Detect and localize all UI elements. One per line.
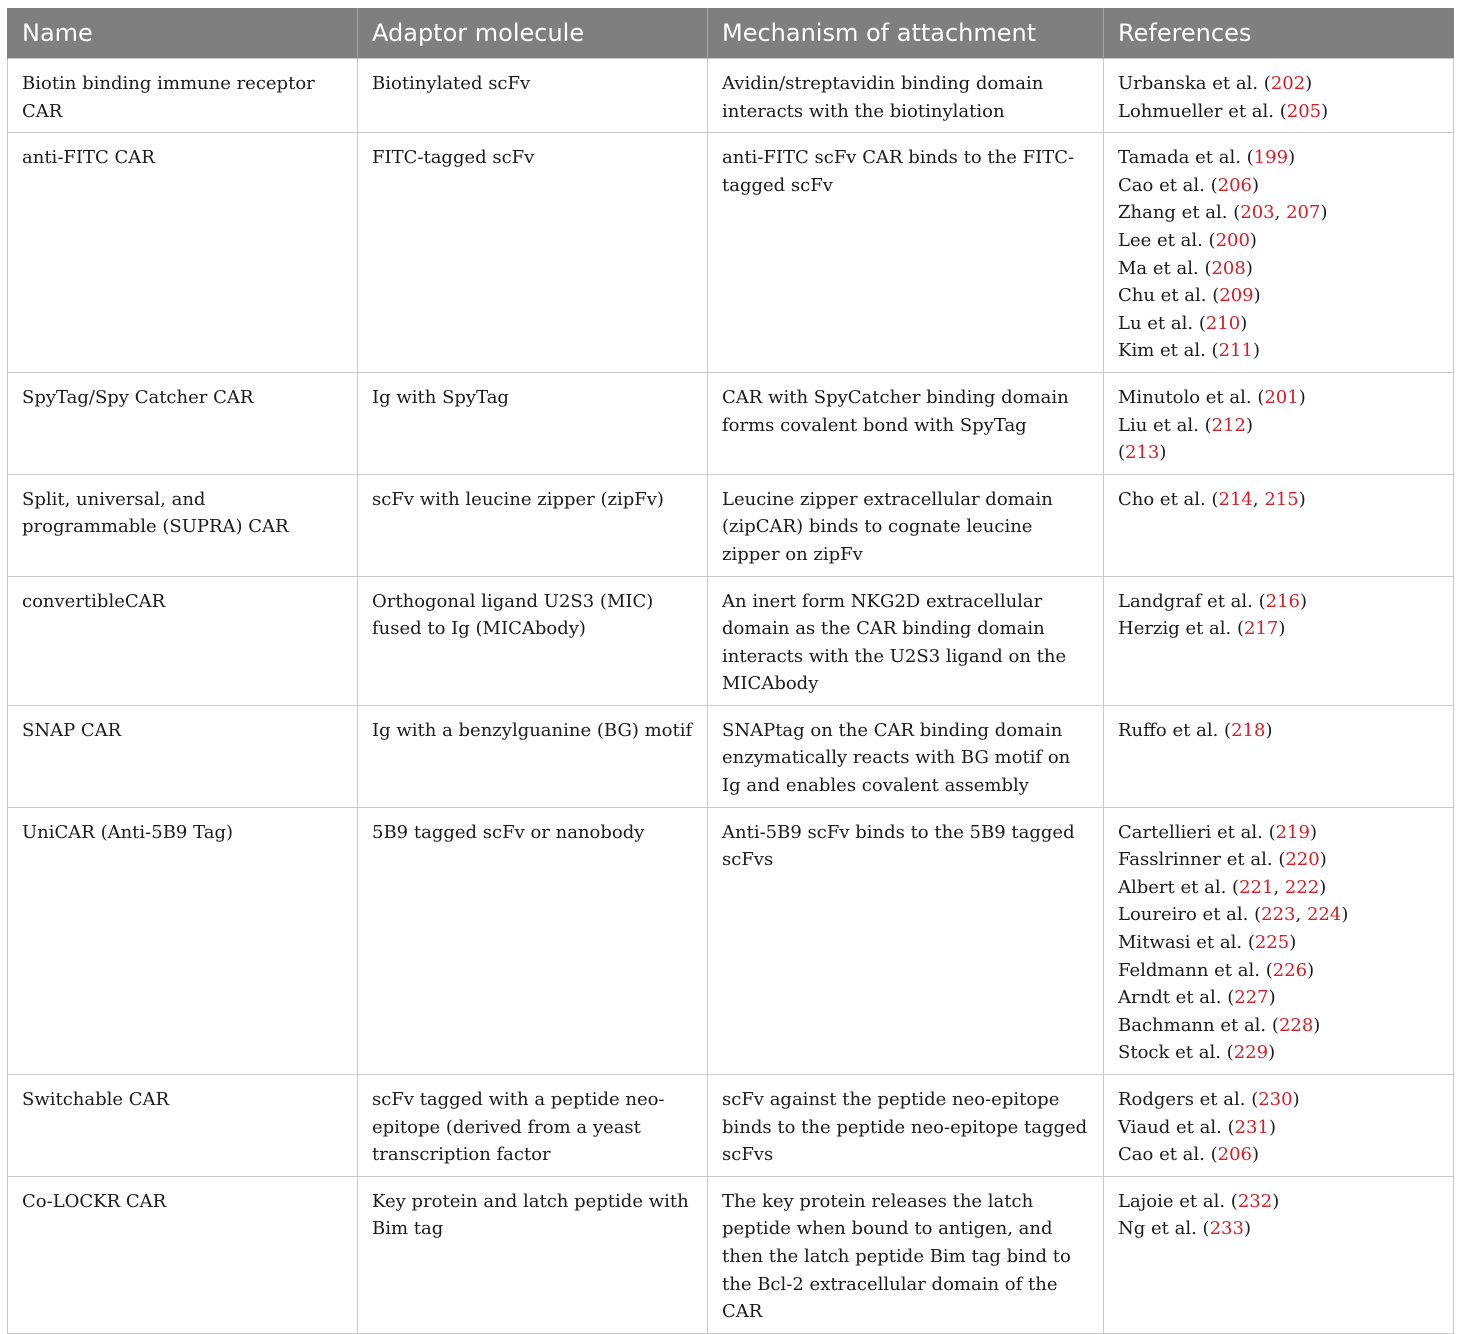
header-mechanism-of-attachment: Mechanism of attachment [708, 8, 1104, 59]
reference-author: Rodgers et al. [1118, 1089, 1246, 1110]
reference-author: Stock et al. [1118, 1042, 1221, 1064]
cell-references [1104, 372, 1454, 474]
cell-references [1104, 576, 1454, 705]
cell-references [1104, 474, 1454, 576]
cell-name: Switchable CAR [8, 1075, 358, 1177]
cell-references [1104, 1075, 1454, 1177]
reference-link[interactable]: 218 [1231, 719, 1266, 741]
table-row [8, 576, 1454, 705]
header-row [8, 8, 1454, 59]
reference-author: Zhang et al. [1118, 202, 1228, 224]
reference-entry: Loureiro et al. (223, 224) [1118, 904, 1349, 926]
reference-link[interactable]: 214 [1218, 488, 1253, 510]
reference-entry: Herzig et al. (217) [1118, 618, 1286, 640]
cell-mechanism: Anti-5B9 scFv binds to the 5B9 tagged scFvs [708, 807, 1104, 1074]
reference-link[interactable]: 202 [1270, 73, 1306, 94]
reference-entry: Kim et al. (211) [1118, 340, 1260, 362]
reference-entry: Arndt et al. (227) [1118, 987, 1276, 1009]
reference-author: Landgraf et al. [1118, 590, 1253, 612]
reference-author: Mitwasi et al. [1118, 932, 1243, 954]
cell-name: UniCAR (Anti-5B9 Tag) [8, 807, 358, 1074]
cell-references [1104, 1176, 1454, 1333]
reference-entry: Stock et al. (229) [1118, 1042, 1276, 1064]
reference-author: Cho et al. [1118, 488, 1206, 510]
reference-entry: Minutolo et al. (201) [1118, 386, 1306, 408]
table-row [8, 807, 1454, 1074]
reference-author: Cao et al. [1118, 1144, 1205, 1166]
reference-entry: Urbanska et al. (202) [1118, 73, 1313, 94]
cell-references [1104, 133, 1454, 373]
reference-link[interactable]: 225 [1254, 932, 1290, 954]
reference-author: Tamada et al. [1118, 147, 1241, 169]
reference-link[interactable]: 205 [1286, 100, 1322, 122]
reference-entry: Viaud et al. (231) [1118, 1116, 1276, 1138]
cell-mechanism: CAR with SpyCatcher binding domain forms covalent bond with SpyTag [708, 372, 1104, 474]
reference-entry: Ng et al. (233) [1118, 1218, 1251, 1240]
cell-name: SNAP CAR [8, 705, 358, 807]
reference-link[interactable]: 222 [1284, 876, 1320, 898]
cell-name: convertibleCAR [8, 576, 358, 705]
reference-link[interactable]: 229 [1233, 1042, 1269, 1064]
reference-link[interactable]: 200 [1215, 229, 1250, 251]
reference-author: Minutolo et al. [1118, 386, 1252, 408]
reference-entry: Tamada et al. (199) [1118, 147, 1296, 169]
reference-link[interactable]: 219 [1275, 821, 1310, 843]
reference-author: Urbanska et al. [1118, 73, 1259, 94]
reference-entry: Cao et al. (206) [1118, 1144, 1260, 1166]
reference-link[interactable]: 217 [1244, 618, 1279, 640]
cell-name: anti-FITC CAR [8, 133, 358, 373]
table-header [8, 8, 1454, 59]
reference-author: Cartellieri et al. [1118, 821, 1263, 843]
reference-link[interactable]: 224 [1306, 904, 1342, 926]
reference-entry: Lohmueller et al. (205) [1118, 100, 1329, 122]
reference-author: Lu et al. [1118, 312, 1194, 334]
reference-author: Bachmann et al. [1118, 1014, 1267, 1036]
reference-link[interactable]: 210 [1205, 312, 1241, 334]
reference-entry: Rodgers et al. (230) [1118, 1089, 1300, 1110]
reference-link[interactable]: 211 [1218, 340, 1253, 362]
reference-link[interactable]: 215 [1264, 488, 1299, 510]
reference-link[interactable]: 231 [1234, 1116, 1269, 1138]
reference-entry: Fasslrinner et al. (220) [1118, 849, 1327, 871]
reference-link[interactable]: 220 [1285, 849, 1320, 871]
reference-entry: Albert et al. (221, 222) [1118, 876, 1327, 898]
reference-author: Albert et al. [1118, 876, 1227, 898]
table-row [8, 1075, 1454, 1177]
reference-author: Herzig et al. [1118, 618, 1232, 640]
reference-author: Loureiro et al. [1118, 904, 1249, 926]
reference-link[interactable]: 223 [1261, 904, 1296, 926]
reference-author: Kim et al. [1118, 340, 1206, 362]
reference-entry: Lee et al. (200) [1118, 229, 1257, 251]
reference-author: Feldmann et al. [1118, 959, 1260, 981]
cell-adaptor-molecule: Key protein and latch peptide with Bim tag [358, 1176, 708, 1333]
reference-link[interactable]: 230 [1258, 1089, 1293, 1110]
table-row [8, 474, 1454, 576]
reference-link[interactable]: 201 [1264, 386, 1299, 408]
reference-link[interactable]: 212 [1211, 414, 1246, 436]
reference-link[interactable]: 199 [1253, 147, 1289, 169]
reference-entry: (213) [1118, 442, 1167, 464]
reference-entry: Cartellieri et al. (219) [1118, 821, 1317, 843]
reference-link[interactable]: 206 [1217, 1144, 1253, 1166]
table-row [8, 705, 1454, 807]
table-row [8, 59, 1454, 133]
reference-author: Liu et al. [1118, 414, 1199, 436]
reference-link[interactable]: 207 [1286, 202, 1321, 224]
reference-link[interactable]: 208 [1211, 257, 1246, 279]
reference-author: Viaud et al. [1118, 1116, 1222, 1138]
cell-references [1104, 807, 1454, 1074]
header-references: References [1104, 8, 1454, 59]
cell-name: Co-LOCKR CAR [8, 1176, 358, 1333]
reference-entry: Landgraf et al. (216) [1118, 590, 1308, 612]
table-body [8, 59, 1454, 1334]
reference-author: Lee et al. [1118, 229, 1203, 251]
cell-mechanism: Avidin/streptavidin binding domain interacts with the biotinylation [708, 59, 1104, 133]
table-container [7, 8, 1453, 1334]
reference-author: Ruffo et al. [1118, 719, 1219, 741]
reference-link[interactable]: 227 [1234, 987, 1269, 1009]
reference-entry: Cao et al. (206) [1118, 174, 1260, 196]
reference-author: Lajoie et al. [1118, 1190, 1226, 1212]
cell-mechanism: An inert form NKG2D extracellular domain as the CAR binding domain interacts with the U2S3 ligand on the MICAbody [708, 576, 1104, 705]
table-row [8, 133, 1454, 373]
cell-name: SpyTag/Spy Catcher CAR [8, 372, 358, 474]
reference-entry: Bachmann et al. (228) [1118, 1014, 1321, 1036]
reference-link[interactable]: 216 [1265, 590, 1300, 612]
table-row [8, 372, 1454, 474]
cell-mechanism: The key protein releases the latch peptide when bound to antigen, and then the latch peptide Bim tag bind to the Bcl-2 extracellular domain of the CAR [708, 1176, 1104, 1333]
reference-link[interactable]: 232 [1237, 1190, 1273, 1212]
reference-entry: Cho et al. (214, 215) [1118, 488, 1306, 510]
cell-references [1104, 59, 1454, 133]
reference-link[interactable]: 228 [1278, 1014, 1314, 1036]
reference-link[interactable]: 221 [1239, 876, 1274, 898]
cell-name: Biotin binding immune receptor CAR [8, 59, 358, 133]
cell-adaptor-molecule: Ig with a benzylguanine (BG) motif [358, 705, 708, 807]
reference-link[interactable]: 233 [1209, 1218, 1244, 1240]
reference-link[interactable]: 203 [1240, 202, 1275, 224]
cell-adaptor-molecule: Ig with SpyTag [358, 372, 708, 474]
reference-entry: Zhang et al. (203, 207) [1118, 202, 1328, 224]
cell-adaptor-molecule: FITC-tagged scFv [358, 133, 708, 373]
cell-references [1104, 705, 1454, 807]
reference-link[interactable]: 213 [1125, 442, 1160, 464]
cell-mechanism: scFv against the peptide neo-epitope binds to the peptide neo-epitope tagged scFvs [708, 1075, 1104, 1177]
reference-author: Lohmueller et al. [1118, 100, 1275, 122]
reference-entry: Chu et al. (209) [1118, 285, 1261, 307]
header-name: Name [8, 8, 358, 59]
reference-entry: Mitwasi et al. (225) [1118, 932, 1297, 954]
car-adaptor-table [7, 8, 1454, 1334]
reference-entry: Liu et al. (212) [1118, 414, 1253, 436]
reference-entry: Ruffo et al. (218) [1118, 719, 1273, 741]
cell-adaptor-molecule: scFv with leucine zipper (zipFv) [358, 474, 708, 576]
reference-entry: Ma et al. (208) [1118, 257, 1253, 279]
cell-name: Split, universal, and programmable (SUPRA) CAR [8, 474, 358, 576]
reference-author: Fasslrinner et al. [1118, 849, 1273, 871]
cell-mechanism: anti-FITC scFv CAR binds to the FITC-tagged scFv [708, 133, 1104, 373]
reference-author: Cao et al. [1118, 174, 1205, 196]
cell-mechanism: Leucine zipper extracellular domain (zipCAR) binds to cognate leucine zipper on zipFv [708, 474, 1104, 576]
reference-entry: Lu et al. (210) [1118, 312, 1248, 334]
cell-adaptor-molecule: 5B9 tagged scFv or nanobody [358, 807, 708, 1074]
cell-adaptor-molecule: Orthogonal ligand U2S3 (MIC) fused to Ig (MICAbody) [358, 576, 708, 705]
reference-link[interactable]: 206 [1217, 174, 1253, 196]
reference-author: Arndt et al. [1118, 987, 1222, 1009]
reference-author: Chu et al. [1118, 285, 1207, 307]
reference-link[interactable]: 226 [1272, 959, 1308, 981]
reference-entry: Feldmann et al. (226) [1118, 959, 1315, 981]
cell-adaptor-molecule: scFv tagged with a peptide neo-epitope (derived from a yeast transcription factor [358, 1075, 708, 1177]
table-row [8, 1176, 1454, 1333]
reference-link[interactable]: 209 [1219, 285, 1254, 307]
reference-author: Ma et al. [1118, 257, 1199, 279]
reference-entry: Lajoie et al. (232) [1118, 1190, 1280, 1212]
cell-adaptor-molecule: Biotinylated scFv [358, 59, 708, 133]
reference-author: Ng et al. [1118, 1218, 1197, 1240]
header-adaptor-molecule: Adaptor molecule [358, 8, 708, 59]
cell-mechanism: SNAPtag on the CAR binding domain enzymatically reacts with BG motif on Ig and enables covalent assembly [708, 705, 1104, 807]
